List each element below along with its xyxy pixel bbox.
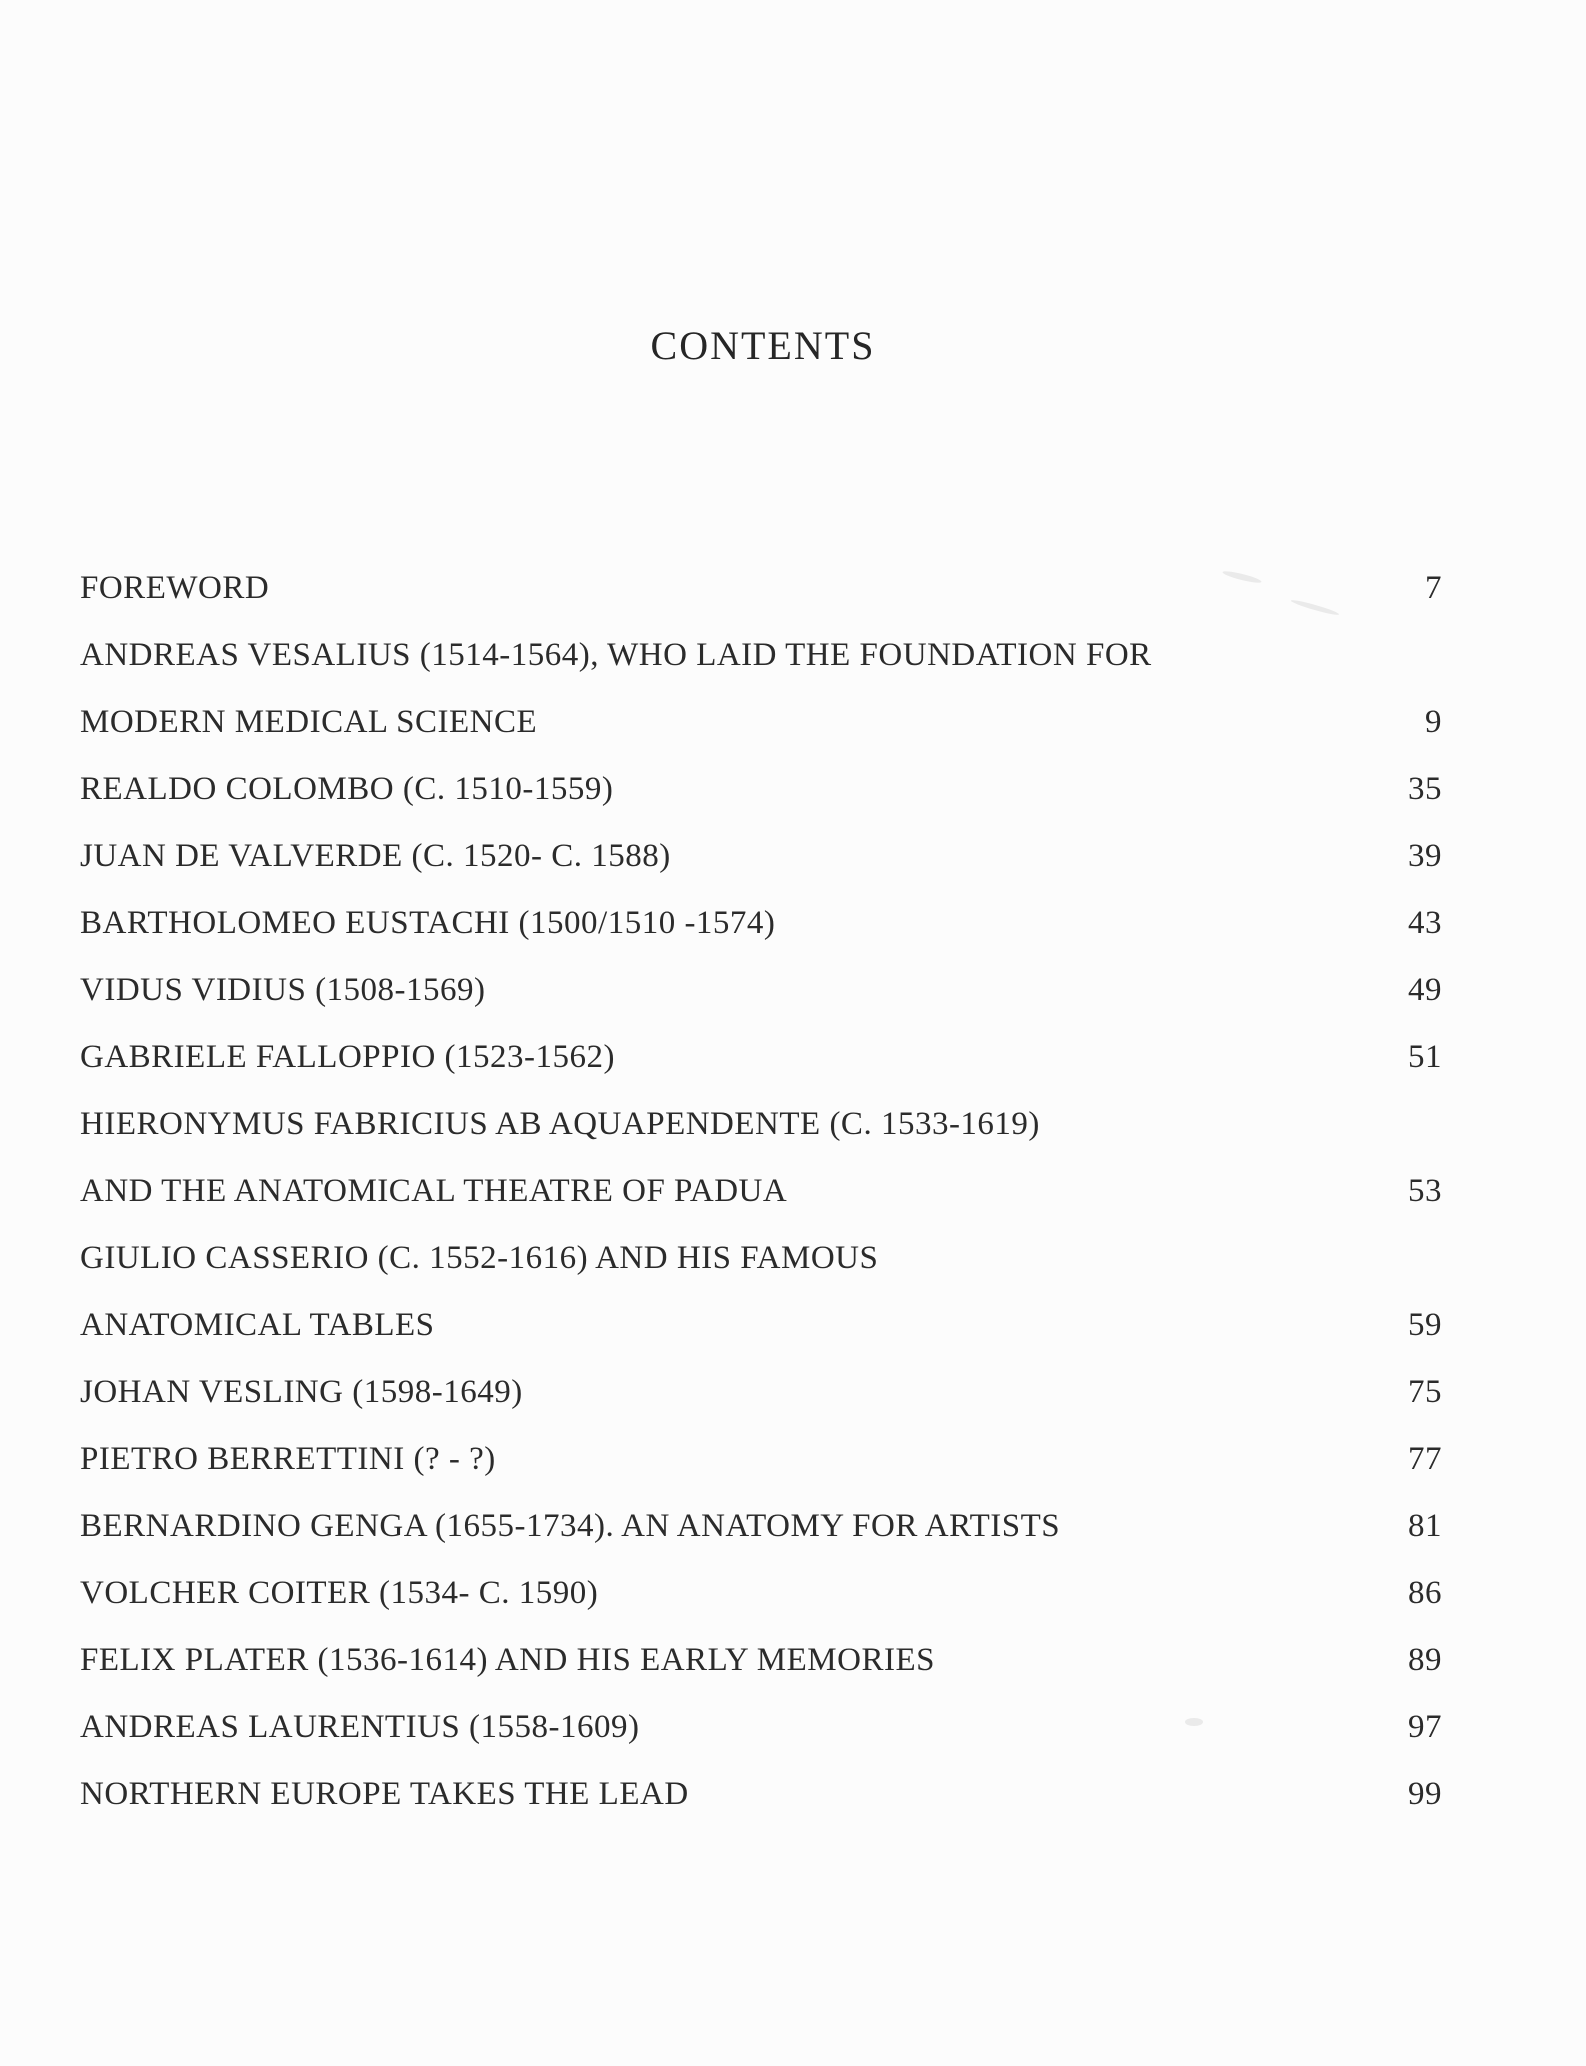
toc-entry-title: NORTHERN EUROPE TAKES THE LEAD [80,1776,689,1812]
toc-entry-title: FOREWORD [80,570,270,606]
toc-entry-title: GABRIELE FALLOPPIO (1523-1562) [80,1039,616,1075]
toc-entry-page: 59 [1408,1307,1442,1343]
toc-entry-title: REALDO COLOMBO (C. 1510-1559) [80,771,614,807]
toc-entry-title: PIETRO BERRETTINI (? - ?) [80,1441,496,1477]
toc-entry [80,689,1442,756]
toc-entry [80,1225,1442,1292]
toc-entry-title: BARTHOLOMEO EUSTACHI (1500/1510 -1574) [80,905,776,941]
toc-entry-page: 99 [1408,1776,1442,1812]
toc-entry-title: MODERN MEDICAL SCIENCE [80,704,538,740]
toc-entry [80,1091,1442,1158]
toc-entry-page: 75 [1408,1374,1442,1410]
toc-entry-page: 89 [1408,1642,1442,1678]
toc-entry-title: ANDREAS VESALIUS (1514-1564), WHO LAID THE FOUNDATION FOR [80,637,1152,673]
toc-entry-title: VIDUS VIDIUS (1508-1569) [80,972,486,1008]
toc-entry-title: HIERONYMUS FABRICIUS AB AQUAPENDENTE (C. 1533-1619) [80,1106,1040,1142]
toc-entry [80,1560,1442,1627]
toc-entry-title: JOHAN VESLING (1598-1649) [80,1374,523,1410]
toc-entry-title: ANATOMICAL TABLES [80,1307,435,1343]
toc-entry-page: 97 [1408,1709,1442,1745]
toc-entry [80,1761,1442,1828]
toc-entry-page: 86 [1408,1575,1442,1611]
toc-entry-page: 77 [1408,1441,1442,1477]
toc-entry-page: 39 [1408,838,1442,874]
toc-entry-page: 49 [1408,972,1442,1008]
toc-entry [80,1493,1442,1560]
toc-entry-page: 9 [1425,704,1442,740]
toc-entry-title: BERNARDINO GENGA (1655-1734). AN ANATOMY FOR ARTISTS [80,1508,1061,1544]
toc-entry-title: ANDREAS LAURENTIUS (1558-1609) [80,1709,640,1745]
toc-entry [80,823,1442,890]
table-of-contents [80,555,1442,1828]
toc-entry-page: 53 [1408,1173,1442,1209]
toc-entry-title: JUAN DE VALVERDE (C. 1520- C. 1588) [80,838,671,874]
toc-entry-page: 7 [1425,570,1442,606]
page-title: CONTENTS [650,323,876,368]
toc-entry-title: FELIX PLATER (1536-1614) AND HIS EARLY MEMORIES [80,1642,935,1678]
toc-entry [80,555,1442,622]
toc-entry [80,1426,1442,1493]
toc-entry [80,890,1442,957]
toc-entry [80,1627,1442,1694]
toc-entry [80,1694,1442,1761]
toc-entry [80,1024,1442,1091]
toc-entry [80,957,1442,1024]
toc-entry [80,1359,1442,1426]
toc-entry [80,1292,1442,1359]
toc-entry [80,622,1442,689]
toc-entry-page: 81 [1408,1508,1442,1544]
toc-entry-title: AND THE ANATOMICAL THEATRE OF PADUA [80,1173,788,1209]
toc-entry-page: 51 [1408,1039,1442,1075]
toc-entry [80,1158,1442,1225]
toc-entry-title: VOLCHER COITER (1534- C. 1590) [80,1575,599,1611]
toc-entry-page: 43 [1408,905,1442,941]
toc-entry-page: 35 [1408,771,1442,807]
toc-entry [80,756,1442,823]
toc-entry-title: GIULIO CASSERIO (C. 1552-1616) AND HIS FAMOUS [80,1240,879,1276]
